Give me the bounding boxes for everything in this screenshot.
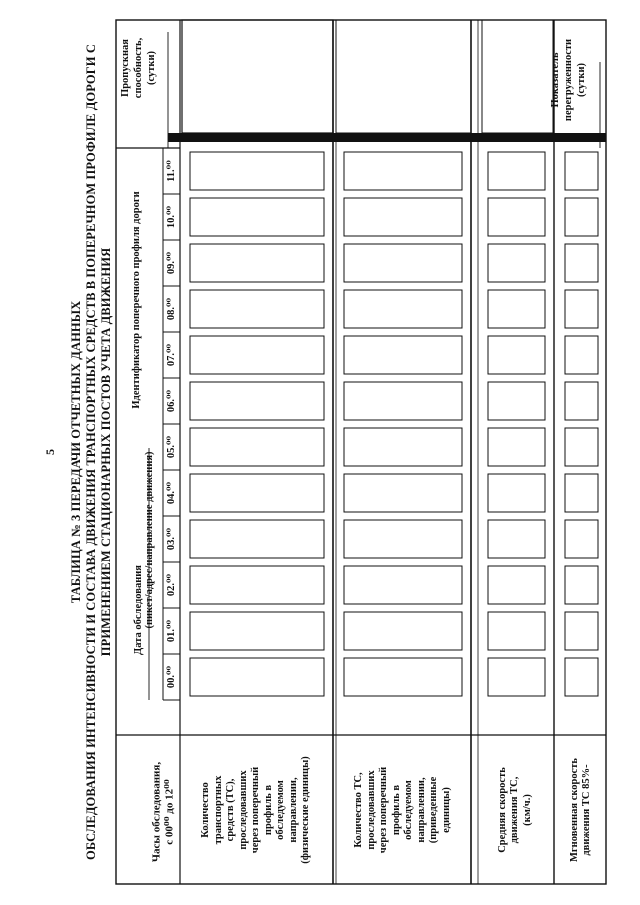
hour-label: 05.⁰⁰	[165, 435, 177, 459]
row-label-line: направлении,	[415, 777, 427, 843]
row-label-line: проследовавших	[237, 770, 249, 850]
data-cell-r1-h3	[190, 520, 324, 558]
row-label-line: Количество	[199, 782, 211, 838]
data-cell-r1-h7	[190, 336, 324, 374]
overload-label-line-1: Показатель	[549, 52, 561, 108]
row-label-line: (приведенные	[428, 776, 440, 844]
data-cell-r4-h7	[565, 336, 598, 374]
hour-label: 10.⁰⁰	[165, 205, 177, 229]
overload-cell	[482, 20, 553, 133]
row-label-line: средств (ТС),	[224, 778, 236, 842]
data-cell-r4-h10	[565, 198, 598, 236]
page-number: 5	[43, 449, 57, 455]
capacity-label-line-3: (сутки)	[145, 50, 157, 86]
hours-label-line-2: с 00⁰⁰ до 12⁰⁰	[163, 779, 176, 845]
data-cell-r2-h9	[344, 244, 462, 282]
title-line-3: ПРИМЕНЕНИЕМ СТАЦИОНАРНЫХ ПОСТОВ УЧЕТА ДВИЖЕНИЯ	[98, 247, 113, 657]
row-label-line: профиль в	[390, 784, 402, 836]
data-cell-r1-h2	[190, 566, 324, 604]
data-cell-r3-h0	[488, 658, 545, 696]
data-cell-r3-h6	[488, 382, 545, 420]
data-cell-r2-h7	[344, 336, 462, 374]
row-label-line: обследуемом	[274, 780, 286, 840]
data-cell-r2-h2	[344, 566, 462, 604]
data-cell-r2-h8	[344, 290, 462, 328]
title-line-1: ТАБЛИЦА № 3 ПЕРЕДАЧИ ОТЧЕТНЫХ ДАННЫХ	[68, 300, 83, 604]
data-cell-r1-h11	[190, 152, 324, 190]
row-label-line: проследовавших	[365, 770, 377, 850]
data-cell-r4-h11	[565, 152, 598, 190]
data-cell-r1-h1	[190, 612, 324, 650]
data-cell-r3-h10	[488, 198, 545, 236]
row-label-line: (км/ч.)	[521, 794, 533, 826]
row-label-line: направлении,	[287, 777, 299, 843]
row-label-line: движения ТС,	[508, 776, 520, 844]
data-cell-r2-h0	[344, 658, 462, 696]
row-label-line: (физические единицы)	[299, 756, 311, 864]
hour-label: 00.⁰⁰	[165, 665, 177, 689]
row-label-line: профиль в	[262, 784, 274, 836]
data-cell-r3-h1	[488, 612, 545, 650]
data-cell-r3-h3	[488, 520, 545, 558]
data-cell-r4-h6	[565, 382, 598, 420]
row-label-line: транспортных	[212, 775, 224, 845]
data-cell-r1-h8	[190, 290, 324, 328]
data-cell-r3-h8	[488, 290, 545, 328]
data-cell-r4-h4	[565, 474, 598, 512]
location-label: (пикет/адрес/направление движения)	[143, 451, 155, 629]
separator-band	[168, 133, 606, 142]
row-label-line: движения ТС 85%-	[581, 764, 593, 856]
data-cell-r2-h1	[344, 612, 462, 650]
identifier-label: Идентификатор поперечного профиля дороги	[130, 191, 142, 409]
data-cell-r1-h6	[190, 382, 324, 420]
data-cell-r1-h4	[190, 474, 324, 512]
data-cell-r1-h0	[190, 658, 324, 696]
capacity-label-line-2: способность,	[132, 37, 144, 99]
date-label: Дата обследования	[132, 565, 144, 655]
row-label-line: через поперечный	[249, 766, 261, 854]
hour-label: 03.⁰⁰	[165, 527, 177, 551]
hour-label: 07.⁰⁰	[165, 343, 177, 367]
capacity-cell-1	[182, 20, 333, 133]
data-cell-r2-h6	[344, 382, 462, 420]
data-cell-r4-h5	[565, 428, 598, 466]
data-cell-r2-h4	[344, 474, 462, 512]
data-cell-r2-h5	[344, 428, 462, 466]
data-cell-r2-h10	[344, 198, 462, 236]
row-label-line: обследуемом	[403, 780, 415, 840]
overload-label-line-2: перегруженности	[562, 38, 574, 122]
hour-label: 04.⁰⁰	[165, 481, 177, 505]
data-cell-r4-h8	[565, 290, 598, 328]
data-cell-r3-h9	[488, 244, 545, 282]
data-cell-r3-h5	[488, 428, 545, 466]
data-cell-r4-h1	[565, 612, 598, 650]
hours-label-line-1: Часы обследования,	[150, 761, 163, 863]
data-cell-r1-h10	[190, 198, 324, 236]
overload-label-line-3: (сутки)	[575, 62, 587, 98]
data-cell-r4-h0	[565, 658, 598, 696]
row-label-line: единицы)	[440, 787, 452, 833]
row-label-line: Мгновенная скорость	[568, 758, 580, 862]
data-cell-r3-h2	[488, 566, 545, 604]
hour-label: 01.⁰⁰	[165, 619, 177, 643]
capacity-cell-2	[336, 20, 471, 133]
row-label-line: Средняя скорость	[496, 767, 508, 853]
data-cell-r1-h9	[190, 244, 324, 282]
data-cell-r2-h11	[344, 152, 462, 190]
data-cell-r3-h7	[488, 336, 545, 374]
data-cell-r3-h11	[488, 152, 545, 190]
data-cell-r1-h5	[190, 428, 324, 466]
data-cell-r3-h4	[488, 474, 545, 512]
row-label-line: Количество ТС,	[353, 772, 365, 848]
data-cell-r2-h3	[344, 520, 462, 558]
title-line-2: ОБСЛЕДОВАНИЯ ИНТЕНСИВНОСТИ И СОСТАВА ДВИЖЕНИЯ ТРАНСПОРТНЫХ СРЕДСТВ В ПОПЕРЕЧНОМ ПРОФИЛЕ ДОРОГИ С	[83, 44, 98, 860]
capacity-label-line-1: Пропускная	[119, 39, 131, 97]
data-cell-r4-h9	[565, 244, 598, 282]
hour-label: 09.⁰⁰	[165, 251, 177, 275]
data-cell-r4-h2	[565, 566, 598, 604]
data-cell-r4-h3	[565, 520, 598, 558]
row-label-line: через поперечный	[378, 766, 390, 854]
hour-label: 02.⁰⁰	[165, 573, 177, 597]
hour-label: 08.⁰⁰	[165, 297, 177, 321]
hour-label: 11.⁰⁰	[165, 160, 177, 182]
hour-label: 06.⁰⁰	[165, 389, 177, 413]
